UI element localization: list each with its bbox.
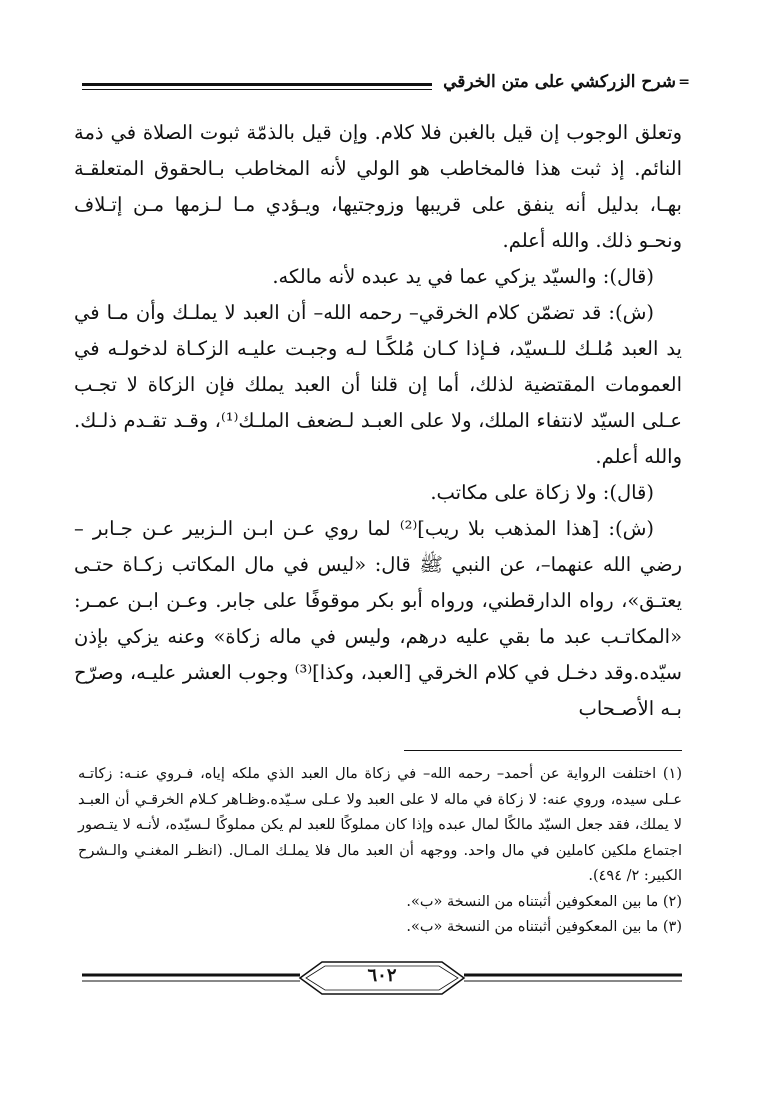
footnote-separator	[404, 750, 682, 751]
header-mark: =	[678, 74, 690, 90]
page-number: ٦٠٢	[367, 965, 397, 986]
running-header	[82, 72, 690, 96]
paragraph: وتعلق الوجوب إن قيل بالغبن فلا كلام. وإن قيل بالذمّة ثبوت الصلاة في ذمة النائم. إذ ثبت هذا فالمخاطب هو الولي لأنه المخاطب بـالحقوق المتعلقـة بهـا، بدليل أنه ينفق على قريبها وزوجتيها، ويـؤدي مـا لـزمها مـن إتـلاف ونحـو ذلك. والله أعلم.	[74, 121, 682, 252]
footnote: (٣) ما بين المعكوفين أثبتناه من النسخة «ب».	[406, 919, 682, 935]
main-text	[74, 115, 682, 727]
header-rule-thick	[82, 83, 432, 86]
footnotes	[78, 762, 682, 941]
paragraph: (قال): ولا زكاة على مكاتب.	[430, 481, 654, 504]
book-title: شرح الزركشي على متن الخرقي	[433, 72, 676, 92]
header-rule-thin	[82, 89, 432, 90]
footnote: (١) اختلفت الرواية عن أحمد– رحمه الله– في زكاة مال العبد الذي ملكه إياه، فـروي عنـه: زكاتـه عـلى سيده، وروي عنه: لا زكاة في ماله لا على العبد ولا عـلى سـيّده.وظـاهر كـلام الخرقـي أن العبـد لا يملك، فقد جعل السيّد مالكًا لمال عبده وإذا كان مملوكًا للعبد لم يكن مملوكًا لـسيّده، لأنـه لا يتـصور اجتماع ملكين كاملين في مال واحد. ووجهه أن العبد مال فلا يملـك المـال. (انظـر المغنـي والـشرح الكبير: ٢/ ٤٩٤).	[78, 766, 682, 884]
paragraph: (ش): قد تضمّن كلام الخرقي– رحمه الله– أن العبد لا يملـك وأن مـا في يد العبد مُلـك للـسيّد، فـإذا كـان مُلكًـا لـه وجبـت عليـه الزكـاة لدخولـه في العمومات المقتضية لذلك، أما إن قلنا أن العبد يملك فإن الزكاة لا تجـب عـلى السيّد لانتفاء الملك، ولا على العبـد لـضعف الملـك⁽¹⁾، وقـد تقـدم ذلـك. والله أعلم.	[74, 301, 683, 468]
paragraph: (قال): والسيّد يزكي عما في يد عبده لأنه مالكه.	[272, 265, 654, 288]
footnote: (٢) ما بين المعكوفين أثبتناه من النسخة «ب».	[406, 893, 682, 910]
paragraph: (ش): [هذا المذهب بلا ريب]⁽²⁾ لما روي عـن ابـن الـزبير عـن جـابر – رضي الله عنهما–، عن النبي ﷺ قال: «ليس في مال المكاتب زكـاة حتـى يعتـق»، رواه الدارقطني، ورواه أبو بكر موقوفًا على جابر. وعـن ابـن عمـر: «المكاتـب عبد ما بقي عليه درهم، وليس في ماله زكاة» وعنه يزكي بإذن سيّده.وقد دخـل في كلام الخرقي [العبد، وكذا]⁽³⁾ وجوب العشر عليـه، وصرّح بـه الأصـحاب	[74, 517, 682, 720]
page-footer	[82, 958, 682, 998]
